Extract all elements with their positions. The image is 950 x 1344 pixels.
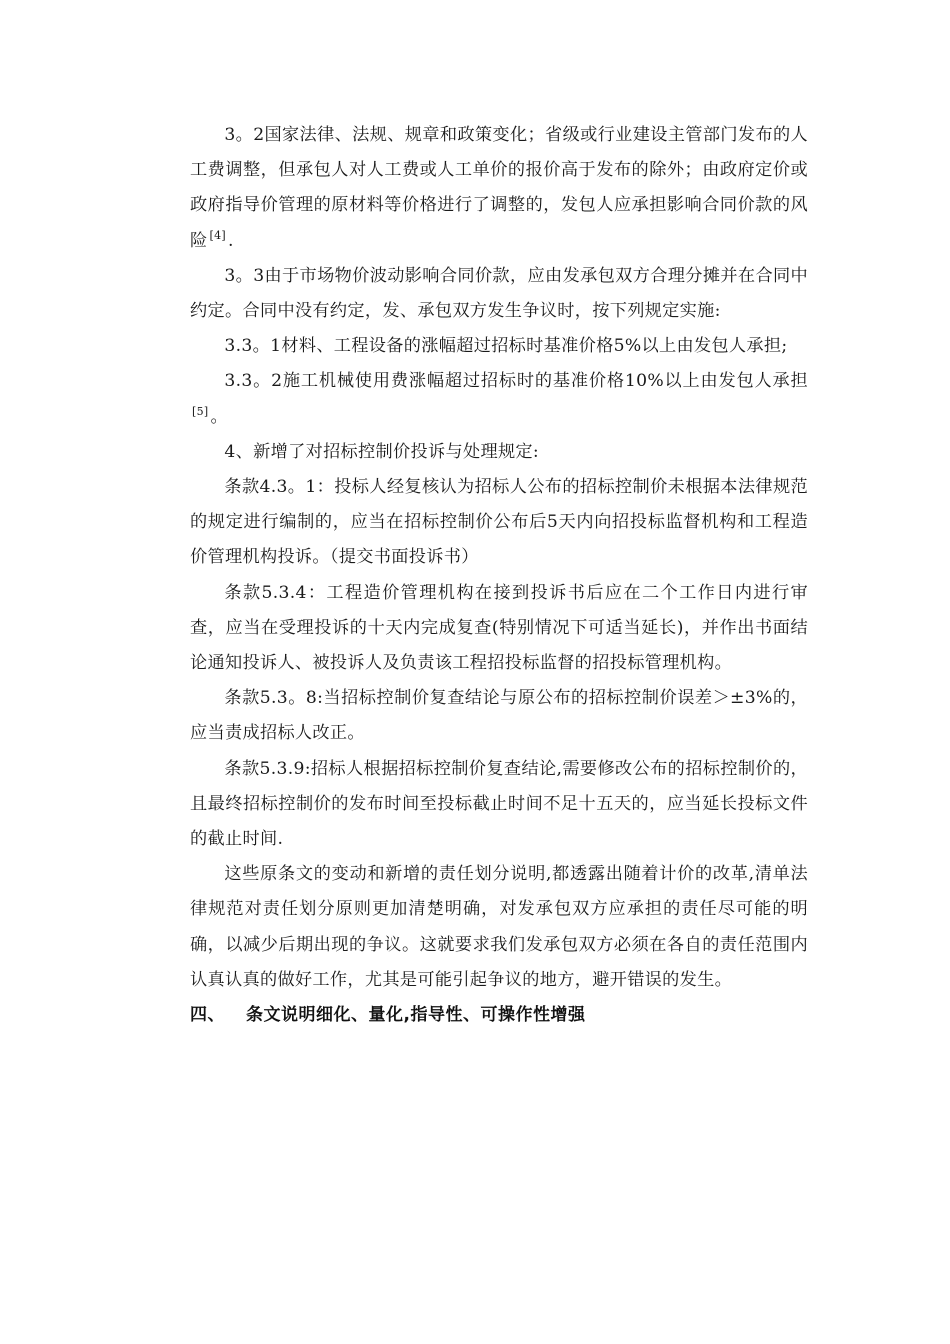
citation-4: [4] [209, 228, 226, 242]
section-number: 四、 [190, 1005, 225, 1026]
document-page [190, 118, 808, 1033]
paragraph-3-2: 3。2国家法律、法规、规章和政策变化；省级或行业建设主管部门发布的人工费调整，但承包人对人工费或人工单价的报价高于发布的除外；由政府定价或政府指导价管理的原材料等价格进行了调整的，发包人应承担影响合同价款的风险 [4] . [190, 125, 808, 251]
paragraph-3-3: 3。3由于市场物价波动影响合同价款，应由发承包双方合理分摊并在合同中约定。合同中没有约定，发、承包双方发生争议时，按下列规定实施: [190, 265, 808, 322]
paragraph-3-3-1: 3.3。1材料、工程设备的涨幅超过招标时基准价格5%以上由发包人承担; [224, 336, 788, 357]
paragraph-clause-5-3-9: 条款5.3.9:招标人根据招标控制价复查结论,需要修改公布的招标控制价的，且最终招标控制价的发布时间至投标截止时间不足十五天的，应当延长投标文件的截止时间. [190, 758, 808, 850]
section-heading-4 [190, 998, 808, 1033]
paragraph-clause-4-3-1: 条款4.3。1：投标人经复核认为招标人公布的招标控制价未根据本法律规范的规定进行编制的，应当在招标控制价公布后5天内向招投标监督机构和工程造价管理机构投诉。（提交书面投诉书） [190, 477, 808, 568]
paragraph-3-3-2: 3.3。2施工机械使用费涨幅超过招标时的基准价格10%以上由发包人承担[5] 。 [192, 371, 808, 427]
paragraph-section-4: 4、新增了对招标控制价投诉与处理规定: [224, 441, 540, 462]
paragraph-clause-5-3-4: 条款5.3.4：工程造价管理机构在接到投诉书后应在二个工作日内进行审查，应当在受理投诉的十天内完成复查(特别情况下可适当延长)，并作出书面结论通知投诉人、被投诉人及负责该工程招投标监督的招投标管理机构。 [190, 582, 808, 674]
citation-5: [5] [192, 404, 209, 418]
section-title: 条文说明细化、量化,指导性、可操作性增强 [246, 1005, 586, 1026]
paragraph-summary: 这些原条文的变动和新增的责任划分说明,都透露出随着计价的改革,清单法律规范对责任划分原则更加清楚明确，对发承包双方应承担的责任尽可能的明确，以减少后期出现的争议。这就要求我们发承包双方必须在各自的责任范围内认真认真的做好工作，尤其是可能引起争议的地方，避开错误的发生。 [190, 864, 808, 990]
paragraph-clause-5-3-8: 条款5.3。8:当招标控制价复查结论与原公布的招标控制价误差＞±3%的，应当责成招标人改正。 [190, 688, 808, 744]
